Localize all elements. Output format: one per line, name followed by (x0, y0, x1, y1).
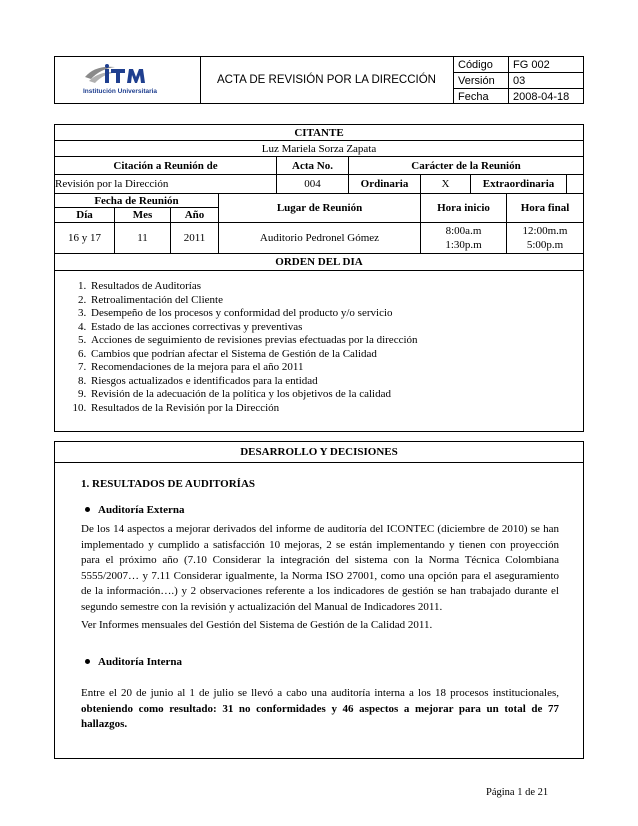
citante-name-row (55, 141, 583, 157)
agenda-item: 4. Estado de las acciones correctivas y preventivas (89, 321, 583, 335)
ver-informes-paragraph: Ver Informes mensuales del Gestión del Sistema de Gestión de la Calidad 2011. (81, 619, 433, 631)
fecha-values-row (55, 223, 583, 254)
acta-value: 004 (277, 175, 349, 193)
hora-final-label: Hora final (520, 202, 570, 214)
fecha-label: Fecha de Reunión (55, 194, 218, 208)
document-codes (454, 57, 584, 103)
interna-paragraph (81, 686, 559, 733)
interna-label: Auditoría Interna (98, 656, 183, 668)
date-row (454, 89, 584, 105)
agenda-item: 6. Cambios que podrían afectar el Sistema de Gestión de la Calidad (89, 348, 583, 362)
caracter-label: Carácter de la Reunión (411, 159, 521, 172)
citacion-value-text: Revisión por la Dirección (55, 178, 169, 190)
hora-inicio-values (421, 223, 507, 253)
document-header (54, 56, 584, 104)
mes-value: 11 (115, 223, 171, 253)
dia-label: Día (55, 208, 115, 222)
agenda-row (55, 271, 583, 431)
agenda-item: 5. Acciones de seguimiento de revisiones previas efectuadas por la dirección (89, 334, 583, 348)
externa-paragraph: De los 14 aspectos a mejorar derivados del informe de auditoría del ICONTEC (diciembre de 2010) se han implementado y cumplido a satisfacción 10 mejoras, 2 se están implementando y tienen con proyección para el próximo año (7.10 Considerar la integración del sistema con la Norma Técnica Colombiana 5555/2007… y 7.11 Considerar igualmente, la Norma ISO 27001, como una opción para el aseguramiento de la información….) y 2 observaciones referente a los indicadores de gestión se han trabajado durante el segundo semestre con la revisión y actualización del Manual de Indicadores 2011. (81, 523, 559, 613)
acta-label: Acta No. (277, 157, 349, 174)
orden-label: ORDEN DEL DIA (275, 256, 363, 268)
lugar-value: Auditorio Pedronel Gómez (219, 223, 421, 253)
citacion-value (55, 175, 277, 193)
hora-final-values (507, 223, 583, 253)
code-value: FG 002 (509, 57, 585, 73)
date-value: 2008-04-18 (513, 90, 570, 103)
desarrollo-title: DESARROLLO Y DECISIONES (55, 442, 583, 463)
ordinaria-label: Ordinaria (349, 175, 421, 193)
bullet-icon (85, 659, 90, 664)
interna-text-bold: obteniendo como resultado: 31 no conformidades y 46 aspectos a mejorar para un total de 77 hallazgos. (81, 702, 559, 730)
extraordinaria-mark (567, 175, 583, 193)
dia-value: 16 y 17 (55, 223, 115, 253)
date-key: Fecha (454, 89, 509, 105)
hora-inicio-label: Hora inicio (421, 194, 507, 222)
fecha-subheaders (55, 208, 218, 222)
agenda-item: 2. Retroalimentación del Cliente (89, 294, 583, 308)
fecha-header-row (55, 194, 583, 223)
agenda-item: 9. Revisión de la adecuación de la política y los objetivos de la calidad (89, 388, 583, 402)
logo-cell (55, 57, 201, 103)
logo-subtitle: Institución Universitaria (83, 88, 158, 95)
agenda-item: 8. Riesgos actualizados e identificados para la entidad (89, 375, 583, 389)
code-key: Código (454, 57, 509, 73)
externa-label: Auditoría Externa (98, 504, 185, 516)
externa-heading (85, 504, 184, 516)
version-key: Versión (454, 73, 509, 89)
citacion-label: Citación a Reunión de (55, 157, 277, 174)
fecha-header (55, 194, 219, 222)
hora-final-1: 12:00m.m (522, 225, 568, 237)
agenda-item: 10. Resultados de la Revisión por la Dirección (89, 402, 583, 416)
document-title: ACTA DE REVISIÓN POR LA DIRECCIÓN (200, 57, 454, 103)
mes-label: Mes (115, 208, 171, 222)
citacion-values-row (55, 175, 583, 194)
citante-name: Luz Mariela Sorza Zapata (261, 142, 377, 155)
itm-logo-icon (55, 57, 200, 103)
hora-inicio-1: 8:00a.m (445, 225, 482, 237)
agenda-item: 3. Desempeño de los procesos y conformidad del producto y/o servicio (89, 307, 583, 321)
interna-text-normal: Entre el 20 de junio al 1 de julio se llevó a cabo una auditoría interna a los 18 procesos institucionales, (81, 687, 559, 699)
code-row (454, 57, 584, 73)
anio-value: 2011 (171, 223, 219, 253)
bullet-icon (85, 507, 90, 512)
agenda-item: 1. Resultados de Auditorías (89, 280, 583, 294)
extraordinaria-label: Extraordinaria (471, 175, 567, 193)
meeting-info-table (54, 124, 584, 432)
agenda-item: 7. Recomendaciones de la mejora para el año 2011 (89, 361, 583, 375)
citacion-header-row (55, 157, 583, 175)
ordinaria-mark: X (421, 175, 471, 193)
interna-heading (85, 656, 182, 668)
version-value: 03 (509, 73, 585, 89)
section-heading: 1. RESULTADOS DE AUDITORÍAS (81, 478, 256, 490)
page-number: Página 1 de 21 (486, 787, 549, 798)
hora-final-2: 5:00p.m (526, 239, 564, 251)
version-row (454, 73, 584, 89)
agenda-list (55, 280, 583, 415)
lugar-label: Lugar de Reunión (219, 194, 421, 222)
desarrollo-section (54, 441, 584, 759)
citante-label-row (55, 125, 583, 141)
orden-label-row (55, 254, 583, 271)
anio-label: Año (184, 209, 205, 221)
hora-inicio-2: 1:30p.m (445, 239, 482, 251)
citante-label: CITANTE (294, 126, 344, 139)
